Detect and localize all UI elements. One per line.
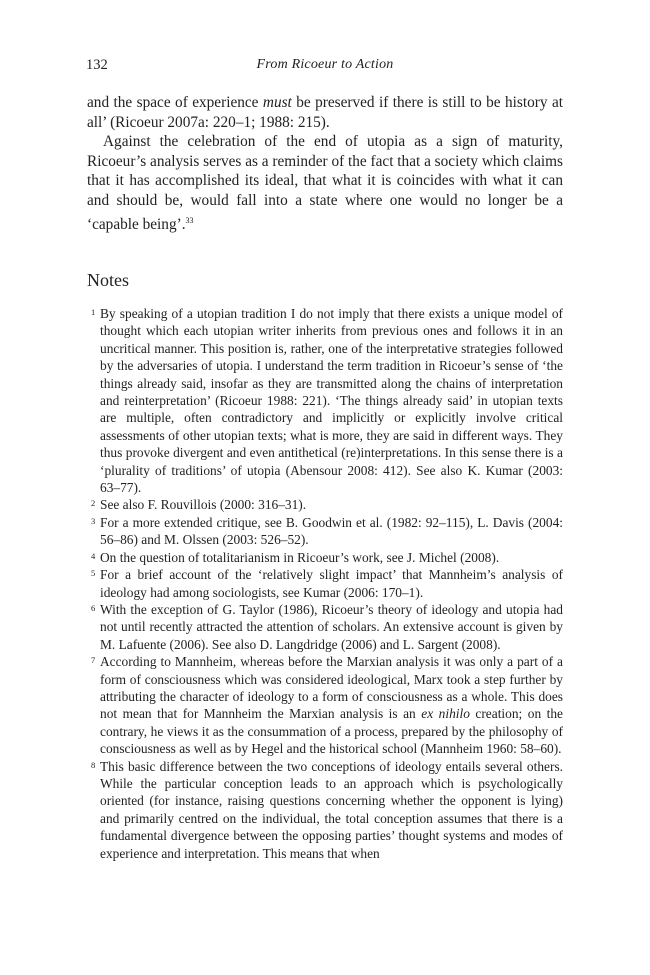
note-text: For a more extended critique, see B. Goodwin et al. (1982: 92–115), L. Davis (2004: 56–86) and M. Olssen (2003: 526–52). — [100, 514, 563, 548]
note-number: 4 — [91, 550, 96, 561]
note-item — [91, 758, 563, 862]
running-head: From Ricoeur to Action — [256, 57, 394, 72]
body-text: and the space of experience — [87, 94, 263, 111]
note-item — [91, 549, 563, 566]
note-number: 2 — [91, 498, 96, 509]
note-text: See also F. Rouvillois (2000: 316–31). — [100, 497, 307, 513]
note-text: On the question of totalitarianism in Ricoeur’s work, see J. Michel (2008). — [100, 549, 500, 565]
page-number: 132 — [86, 57, 108, 73]
body-text: be preserved if there is still to be history at all’ (Ricoeur 2007a: 220–1; 1988: 215). — [87, 94, 563, 131]
note-item — [91, 653, 563, 757]
note-number: 8 — [91, 759, 96, 770]
note-item — [91, 601, 563, 653]
body-text: Against the celebration of the end of utopia as a sign of maturity, Ricoeur’s analysis serves as a reminder of the fact that a society which claims that it has accomplished its ideal, that what it is coincides with what it can and should be, would fall into a state where one would no longer be a ‘capable being’. — [87, 133, 563, 233]
note-number: 3 — [91, 515, 96, 526]
note-number: 5 — [91, 568, 96, 579]
note-text: This basic difference between the two conceptions of ideology entails several others. While the particular conception leads to an approach which is psychologically oriented (for instance, raising questions concerning whether the opponent is lying) and primarily centred on the individual, the total conception assumes that there is a fundamental divergence between the opposing parties’ thought systems and modes of experience and interpretation. This means that when — [100, 758, 563, 861]
notes-heading: Notes — [87, 270, 129, 290]
note-item — [91, 514, 563, 549]
footnote-reference: 33 — [185, 215, 194, 225]
body-paragraph — [87, 132, 563, 235]
note-text: creation; on the contrary, he views it as the consummation of a process, prepared by the philosophy of consciousness as well as by Hegel and the historical school (Mannheim 1960: 58–60). — [100, 706, 563, 757]
note-text: With the exception of G. Taylor (1986), Ricoeur’s theory of ideology and utopia had not until recently attracted the attention of scholars. An extensive account is given by M. Lafuente (2006). See also D. Langdridge (2006) and L. Sargent (2008). — [100, 601, 563, 652]
note-item — [91, 566, 563, 601]
note-number: 1 — [91, 307, 96, 317]
note-number: 7 — [91, 655, 96, 666]
note-item — [91, 305, 563, 496]
body-paragraph — [87, 93, 563, 132]
emphasis-text: ex nihilo — [421, 706, 470, 722]
emphasis-text: must — [262, 94, 292, 111]
notes-list — [91, 305, 563, 862]
note-text: According to Mannheim, whereas before the Marxian analysis it was only a part of a form of consciousness which was considered ideological, Marx took a step further by attributing the character of ideology to a form of consciousness as a whole. This does not mean that for Mannheim the Marxian analysis is an — [100, 654, 563, 722]
note-item — [91, 496, 563, 513]
note-number: 6 — [91, 602, 96, 613]
note-text: For a brief account of the ‘relatively slight impact’ that Mannheim’s analysis of ideology had among sociologists, see Kumar (2006: 170–1). — [100, 567, 563, 600]
note-text: By speaking of a utopian tradition I do not imply that there exists a unique model of thought which each utopian writer inherits from previous ones and follows it in an uncritical manner. This position is, rather, one of the interpretative strategies followed by the adversaries of utopia. I understand the term tradition in Ricoeur’s sense of ‘the things already said, insofar as they are transmitted along the chains of interpretation and reinterpretation’ (Ricoeur 1988: 221). ‘The things already said’ in utopian texts are multiple, often contradictory and implicitly or explicitly involve critical assessments of other utopian texts; what is more, they are said in different ways. They thus provoke divergent and even antithetical (re)interpretations. In this sense there is a ‘plurality of traditions’ of utopia (Abensour 2008: 412). See also K. Kumar (2003: 63–77). — [100, 306, 563, 496]
